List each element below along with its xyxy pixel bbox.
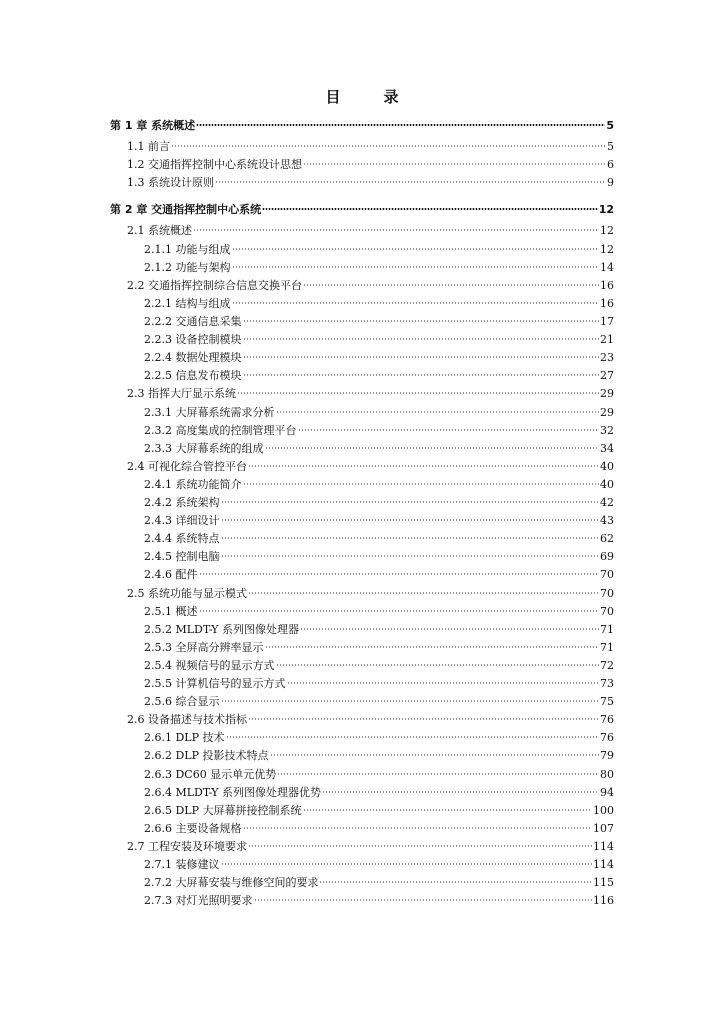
toc-entry[interactable] — [144, 530, 614, 547]
dot-leader — [243, 356, 600, 358]
dot-leader — [221, 537, 600, 539]
toc-entry[interactable] — [144, 621, 614, 638]
dot-leader — [221, 519, 600, 521]
toc-entry-label: 1.3 系统设计原则 — [127, 176, 214, 189]
toc-entry-page-number: 100 — [593, 804, 614, 817]
toc-entry[interactable] — [144, 241, 614, 258]
dot-leader — [196, 124, 605, 126]
toc-entry-label: 2.6.6 主要设备规格 — [144, 822, 242, 835]
toc-entry[interactable] — [144, 639, 614, 656]
toc-entry[interactable] — [144, 331, 614, 348]
dot-leader — [276, 411, 600, 413]
toc-entry-label: 2.4.4 系统特点 — [144, 532, 220, 545]
toc-entry[interactable] — [127, 585, 614, 602]
dot-leader — [215, 181, 606, 183]
toc-entry-page-number: 32 — [600, 424, 614, 437]
toc-entry-label: 2.6.4 MLDT-Y 系列图像处理器优势 — [144, 786, 322, 799]
toc-entry[interactable] — [144, 802, 614, 819]
toc-entry-page-number: 9 — [607, 176, 614, 189]
toc-entry-label: 2.4 可视化综合管控平台 — [127, 460, 247, 473]
toc-entry-page-number: 40 — [600, 460, 614, 473]
dot-leader — [322, 791, 599, 793]
toc-entry-label: 2.1.2 功能与架构 — [144, 261, 231, 274]
toc-entry-page-number: 12 — [598, 203, 614, 216]
toc-entry-page-number: 72 — [600, 659, 614, 672]
dot-leader — [243, 338, 600, 340]
toc-entry[interactable] — [144, 349, 614, 366]
page-title: 目 录 — [325, 88, 413, 106]
dot-leader — [226, 736, 599, 738]
toc-entry-page-number: 73 — [600, 677, 614, 690]
toc-entry-label: 2.5.4 视频信号的显示方式 — [144, 659, 275, 672]
toc-entry-label: 2.4.3 详细设计 — [144, 514, 220, 527]
toc-entry[interactable] — [127, 385, 614, 402]
dot-leader — [248, 718, 599, 720]
dot-leader — [298, 429, 600, 431]
toc-entry-page-number: 43 — [600, 514, 614, 527]
toc-entry-page-number: 29 — [600, 387, 614, 400]
toc-entry[interactable] — [144, 747, 614, 764]
toc-entry[interactable] — [144, 693, 614, 710]
toc-entry-page-number: 71 — [600, 641, 614, 654]
toc-entry-page-number: 71 — [600, 623, 614, 636]
toc-entry-label: 2.3.1 大屏幕系统需求分析 — [144, 406, 275, 419]
toc-entry-label: 1.1 前言 — [127, 140, 170, 153]
toc-entry[interactable] — [144, 367, 614, 384]
toc-entry[interactable] — [110, 201, 614, 218]
dot-leader — [171, 145, 606, 147]
toc-entry-label: 2.6.2 DLP 投影技术特点 — [144, 749, 269, 762]
toc-entry-page-number: 12 — [600, 243, 614, 256]
dot-leader — [265, 447, 600, 449]
toc-entry-page-number: 70 — [600, 605, 614, 618]
toc-entry-label: 2.2.3 设备控制模块 — [144, 333, 242, 346]
toc-entry-label: 2.4.2 系统架构 — [144, 496, 220, 509]
toc-entry[interactable] — [127, 156, 614, 173]
toc-entry-page-number: 34 — [600, 442, 614, 455]
toc-entry-page-number: 16 — [600, 279, 614, 292]
toc-entry-label: 2.5.3 全屏高分辨率显示 — [144, 641, 264, 654]
toc-entry-page-number: 116 — [593, 894, 614, 907]
toc-entry-page-number: 94 — [600, 786, 614, 799]
toc-entry-page-number: 21 — [600, 333, 614, 346]
toc-entry-page-number: 115 — [593, 876, 614, 889]
dot-leader — [262, 208, 598, 210]
toc-entry-label: 1.2 交通指挥控制中心系统设计思想 — [127, 158, 302, 171]
dot-leader — [199, 573, 600, 575]
toc-entry-page-number: 42 — [600, 496, 614, 509]
toc-entry-page-number: 62 — [600, 532, 614, 545]
toc-entry-label: 2.6.1 DLP 技术 — [144, 731, 225, 744]
toc-entry[interactable] — [144, 892, 614, 909]
toc-entry-page-number: 40 — [600, 478, 614, 491]
dot-leader — [265, 646, 600, 648]
toc-entry-label: 2.2.1 结构与组成 — [144, 297, 231, 310]
toc-entry[interactable] — [144, 784, 614, 801]
toc-entry[interactable] — [144, 766, 614, 783]
toc-entry-label: 2.4.5 控制电脑 — [144, 550, 220, 563]
dot-leader — [303, 163, 606, 165]
dot-leader — [221, 501, 600, 503]
dot-leader — [270, 754, 599, 756]
dot-leader — [254, 899, 593, 901]
toc-entry[interactable] — [144, 422, 614, 439]
toc-entry-page-number: 69 — [600, 550, 614, 563]
toc-entry[interactable] — [144, 675, 614, 692]
toc-entry-label: 2.7 工程安装及环境要求 — [127, 840, 247, 853]
toc-entry-label: 2.4.6 配件 — [144, 568, 198, 581]
dot-leader — [287, 682, 600, 684]
toc-entry[interactable] — [144, 729, 614, 746]
dot-leader — [303, 809, 592, 811]
toc-entry-label: 2.3.3 大屏幕系统的组成 — [144, 442, 264, 455]
dot-leader — [221, 863, 593, 865]
toc-entry-page-number: 76 — [600, 713, 614, 726]
toc-entry[interactable] — [144, 259, 614, 276]
toc-entry-page-number: 12 — [600, 224, 614, 237]
toc-entry[interactable] — [144, 476, 614, 493]
toc-entry[interactable] — [144, 856, 614, 873]
toc-entry[interactable] — [144, 404, 614, 421]
dot-leader — [232, 266, 600, 268]
toc-entry[interactable] — [144, 512, 614, 529]
toc-entry-label: 2.5 系统功能与显示模式 — [127, 587, 247, 600]
dot-leader — [221, 555, 600, 557]
toc-entry[interactable] — [144, 548, 614, 565]
dot-leader — [277, 773, 599, 775]
dot-leader — [232, 248, 600, 250]
toc-entry[interactable] — [144, 313, 614, 330]
toc-entry-page-number: 80 — [600, 768, 614, 781]
toc-entry[interactable] — [144, 566, 614, 583]
dot-leader — [248, 592, 599, 594]
toc-entry[interactable] — [144, 440, 614, 457]
toc-entry-label: 第 2 章 交通指挥控制中心系统 — [110, 203, 262, 216]
toc-entry[interactable] — [144, 874, 614, 891]
toc-entry-label: 2.4.1 系统功能简介 — [144, 478, 242, 491]
toc-entry[interactable] — [110, 117, 614, 134]
toc-entry-label: 2.7.3 对灯光照明要求 — [144, 894, 253, 907]
dot-leader — [248, 845, 592, 847]
dot-leader — [248, 465, 599, 467]
toc-entry[interactable] — [127, 277, 614, 294]
toc-entry-label: 2.2.4 数据处理模块 — [144, 351, 242, 364]
dot-leader — [193, 229, 599, 231]
dot-leader — [221, 700, 600, 702]
toc-entry-label: 2.2.5 信息发布模块 — [144, 369, 242, 382]
dot-leader — [319, 881, 592, 883]
toc-entry[interactable] — [144, 494, 614, 511]
toc-entry-page-number: 17 — [600, 315, 614, 328]
toc-entry-page-number: 5 — [606, 119, 614, 132]
dot-leader — [243, 483, 600, 485]
toc-entry-page-number: 29 — [600, 406, 614, 419]
toc-entry-label: 第 1 章 系统概述 — [110, 119, 196, 132]
dot-leader — [237, 392, 599, 394]
toc-entry-label: 2.5.5 计算机信号的显示方式 — [144, 677, 286, 690]
toc-entry[interactable] — [144, 657, 614, 674]
toc-entry-page-number: 6 — [607, 158, 614, 171]
toc-entry-label: 2.7.2 大屏幕安装与维修空间的要求 — [144, 876, 319, 889]
toc-entry-label: 2.5.1 概述 — [144, 605, 198, 618]
toc-entry-page-number: 23 — [600, 351, 614, 364]
toc-entry[interactable] — [144, 603, 614, 620]
toc-entry-page-number: 114 — [593, 858, 614, 871]
dot-leader — [303, 284, 599, 286]
toc-entry-page-number: 14 — [600, 261, 614, 274]
toc-entry-page-number: 75 — [600, 695, 614, 708]
toc-entry-page-number: 114 — [593, 840, 614, 853]
toc-entry-page-number: 70 — [600, 568, 614, 581]
dot-leader — [199, 610, 600, 612]
dot-leader — [232, 302, 600, 304]
toc-entry[interactable] — [127, 174, 614, 191]
toc-entry[interactable] — [127, 458, 614, 475]
toc-entry[interactable] — [144, 295, 614, 312]
toc-entry-page-number: 5 — [607, 140, 614, 153]
dot-leader — [243, 827, 593, 829]
toc-entry[interactable] — [127, 838, 614, 855]
toc-entry-label: 2.3.2 高度集成的控制管理平台 — [144, 424, 297, 437]
toc-entry-label: 2.6 设备描述与技术指标 — [127, 713, 247, 726]
dot-leader — [243, 320, 600, 322]
toc-entry-label: 2.5.6 综合显示 — [144, 695, 220, 708]
toc-entry-label: 2.5.2 MLDT-Y 系列图像处理器 — [144, 623, 300, 636]
toc-entry-label: 2.1 系统概述 — [127, 224, 192, 237]
toc-entry-label: 2.1.1 功能与组成 — [144, 243, 231, 256]
toc-entry[interactable] — [127, 711, 614, 728]
toc-entry-label: 2.7.1 装修建议 — [144, 858, 220, 871]
toc-entry-page-number: 107 — [593, 822, 614, 835]
toc-entry-page-number: 70 — [600, 587, 614, 600]
toc-entry[interactable] — [127, 138, 614, 155]
toc-entry-page-number: 16 — [600, 297, 614, 310]
dot-leader — [276, 664, 600, 666]
toc-entry-label: 2.6.5 DLP 大屏幕拼接控制系统 — [144, 804, 302, 817]
toc-entry-page-number: 76 — [600, 731, 614, 744]
toc-entry-label: 2.6.3 DC60 显示单元优势 — [144, 768, 277, 781]
dot-leader — [300, 628, 599, 630]
toc-entry[interactable] — [127, 222, 614, 239]
toc-entry-label: 2.2.2 交通信息采集 — [144, 315, 242, 328]
toc-entry-label: 2.2 交通指挥控制综合信息交换平台 — [127, 279, 302, 292]
dot-leader — [243, 374, 600, 376]
toc-entry[interactable] — [144, 820, 614, 837]
toc-entry-label: 2.3 指挥大厅显示系统 — [127, 387, 236, 400]
toc-entry-page-number: 27 — [600, 369, 614, 382]
toc-entry-page-number: 79 — [600, 749, 614, 762]
